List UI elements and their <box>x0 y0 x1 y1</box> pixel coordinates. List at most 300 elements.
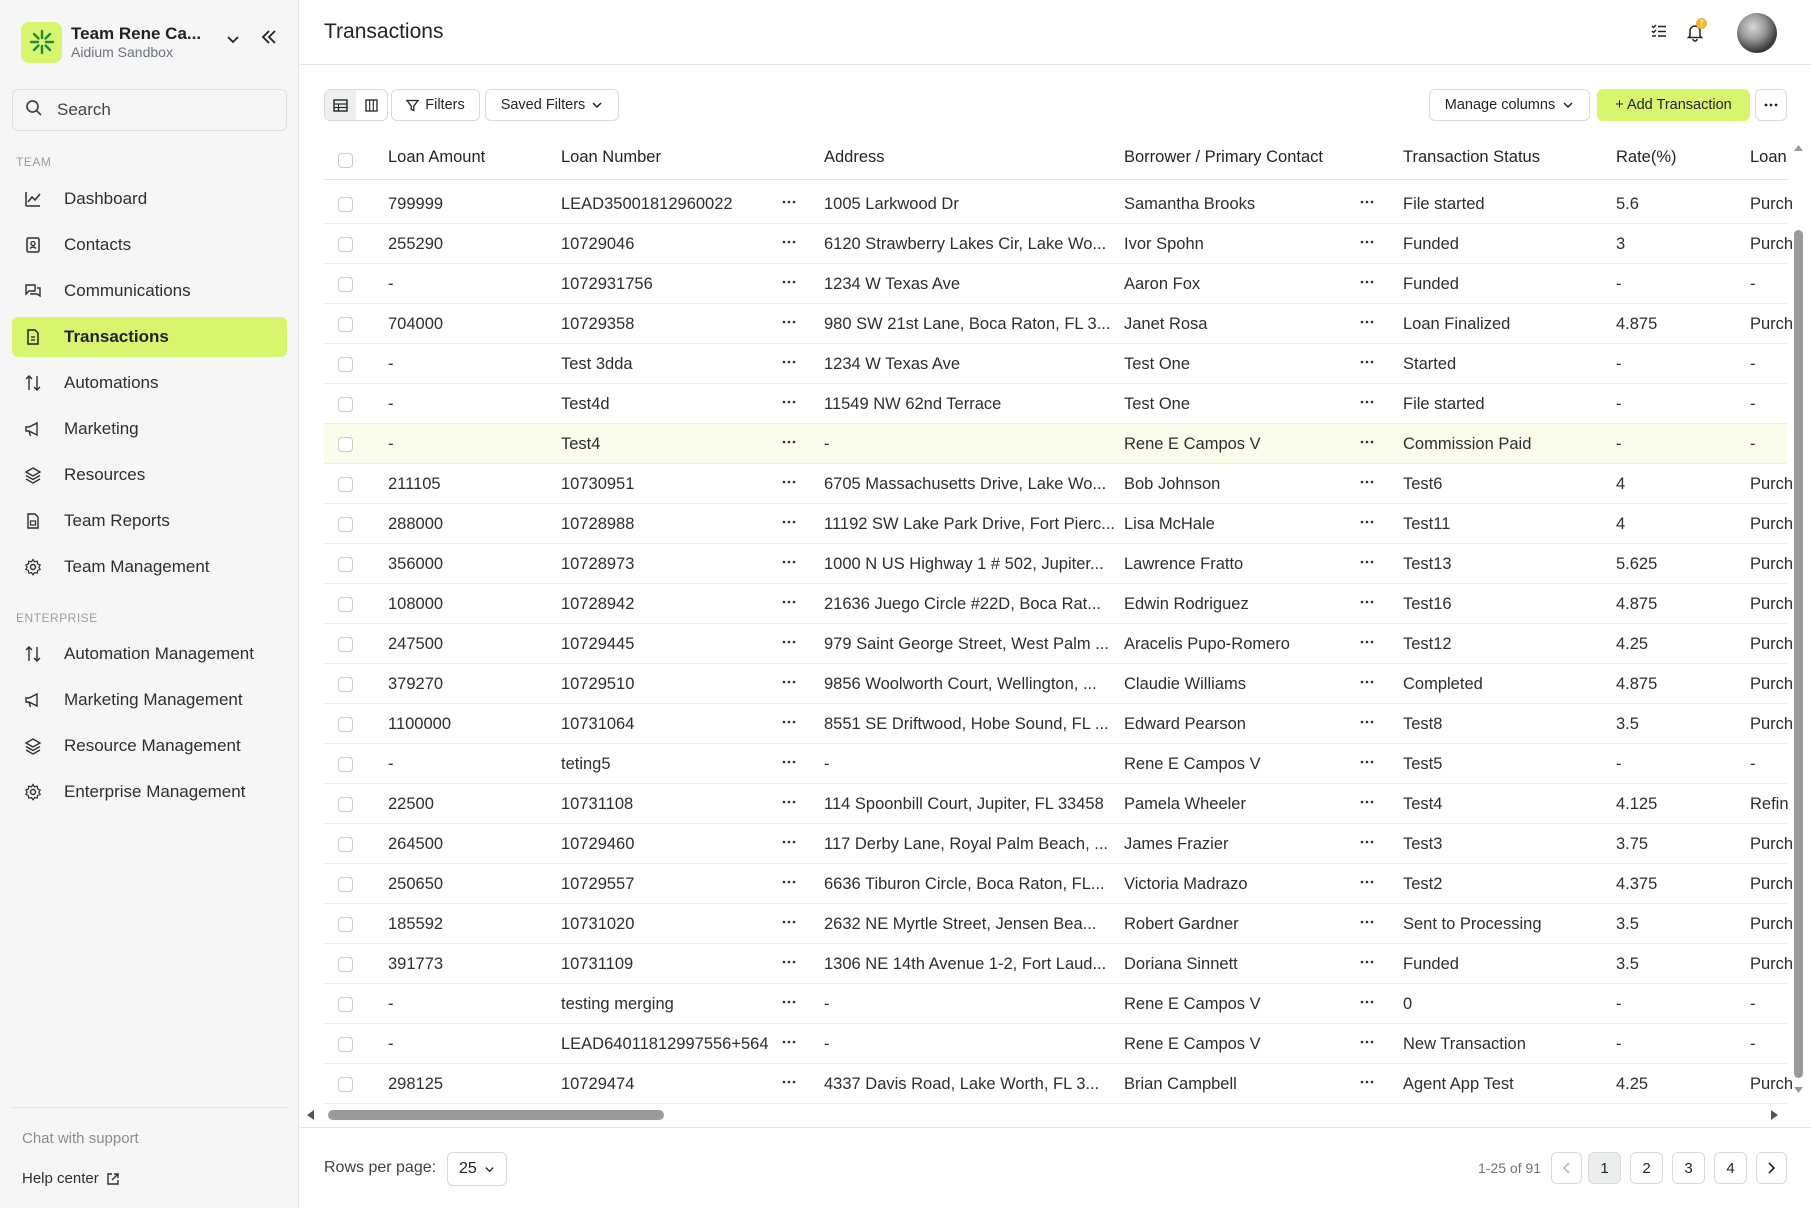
cell-rate: 4.875 <box>1616 315 1658 333</box>
cell-rate: 4 <box>1616 515 1626 533</box>
cell-transaction-status: Commission Paid <box>1403 435 1532 453</box>
contact-menu-icon[interactable] <box>1360 872 1374 897</box>
row-checkbox[interactable] <box>338 717 353 732</box>
contact-menu-icon[interactable] <box>1360 432 1374 457</box>
loan-number-menu-icon[interactable] <box>782 1032 796 1057</box>
cell-borrower: Rene E Campos V <box>1124 435 1261 453</box>
contact-menu-icon[interactable] <box>1360 1032 1374 1057</box>
contact-menu-icon[interactable] <box>1360 992 1374 1017</box>
row-checkbox[interactable] <box>338 357 353 372</box>
table-row[interactable] <box>324 464 1794 504</box>
cell-loan-amount: 298125 <box>388 1075 444 1093</box>
contact-menu-icon[interactable] <box>1360 552 1374 577</box>
column-header-rate[interactable]: Rate(%) <box>1616 148 1677 166</box>
cell-loan-type: - <box>1750 435 1756 453</box>
row-checkbox[interactable] <box>338 837 353 852</box>
row-checkbox[interactable] <box>338 637 353 652</box>
sidebar-item-marketing[interactable] <box>12 409 287 449</box>
cell-borrower: Samantha Brooks <box>1124 195 1256 213</box>
contact-menu-icon[interactable] <box>1360 192 1374 217</box>
table-row[interactable] <box>324 384 1787 424</box>
rows-per-page-select[interactable] <box>447 1152 507 1186</box>
cell-address: 11549 NW 62nd Terrace <box>824 395 1002 413</box>
contact-menu-icon[interactable] <box>1360 272 1374 297</box>
team-logo-icon <box>21 22 62 63</box>
cell-transaction-status: New Transaction <box>1403 1035 1526 1053</box>
cell-loan-number: 10729557 <box>561 875 635 893</box>
contact-menu-icon[interactable] <box>1360 712 1374 737</box>
cell-rate: - <box>1616 995 1622 1013</box>
sidebar-item-automations[interactable] <box>12 363 287 403</box>
megaphone-icon <box>24 420 42 438</box>
cell-transaction-status: Agent App Test <box>1403 1075 1514 1093</box>
scroll-up-icon[interactable] <box>1793 144 1804 152</box>
tasks-list-icon[interactable] <box>1650 22 1668 45</box>
saved-filters-button[interactable] <box>485 89 619 121</box>
cell-loan-type: Purch <box>1750 875 1794 893</box>
cell-loan-type: Purch <box>1750 195 1794 213</box>
cell-loan-type: - <box>1750 275 1756 293</box>
table-row[interactable] <box>324 584 1794 624</box>
cell-rate: - <box>1616 395 1622 413</box>
cell-transaction-status: Test12 <box>1403 635 1452 653</box>
cell-rate: - <box>1616 355 1622 373</box>
sidebar-item-dashboard[interactable] <box>12 179 287 219</box>
contact-menu-icon[interactable] <box>1360 592 1374 617</box>
row-checkbox[interactable] <box>338 557 353 572</box>
cell-borrower: Test One <box>1124 395 1191 413</box>
cell-borrower: Lawrence Fratto <box>1124 555 1244 573</box>
cell-address: 980 SW 21st Lane, Boca Raton, FL 3... <box>824 315 1111 333</box>
cell-loan-type: Purch <box>1750 315 1794 333</box>
help-center-link[interactable] <box>22 1170 120 1187</box>
table-header <box>324 140 1787 180</box>
pagination-range: 1-25 of 91 <box>1478 1160 1542 1176</box>
gear-icon <box>24 783 42 801</box>
sidebar-item-team-management[interactable] <box>12 547 287 587</box>
table-row[interactable] <box>324 224 1794 264</box>
cell-address: 9856 Woolworth Court, Wellington, ... <box>824 675 1097 693</box>
chevron-left-icon <box>1562 1162 1571 1174</box>
sidebar-item-enterprise-management[interactable] <box>12 772 287 812</box>
cell-address: 114 Spoonbill Court, Jupiter, FL 33458 <box>824 795 1104 813</box>
cell-loan-amount: 264500 <box>388 835 444 853</box>
loan-number-menu-icon[interactable] <box>782 712 796 737</box>
loan-number-menu-icon[interactable] <box>782 992 796 1017</box>
automation-icon <box>24 645 42 663</box>
team-name: Team Rene Ca... <box>71 24 202 44</box>
contact-menu-icon[interactable] <box>1360 912 1374 937</box>
contact-menu-icon[interactable] <box>1360 632 1374 657</box>
loan-number-menu-icon[interactable] <box>782 1072 796 1097</box>
cell-loan-number: Test4 <box>561 435 601 453</box>
cell-loan-number: teting5 <box>561 755 611 773</box>
cell-rate: 5.6 <box>1616 195 1639 213</box>
sidebar-item-label: Communications <box>64 281 191 300</box>
cell-address: - <box>824 995 830 1013</box>
table-row[interactable] <box>324 904 1794 944</box>
cell-rate: - <box>1616 275 1622 293</box>
chat-bubbles-icon <box>24 282 42 300</box>
table-row[interactable] <box>324 984 1787 1024</box>
cell-loan-amount: - <box>388 275 394 293</box>
cell-loan-type: Purch <box>1750 1075 1794 1093</box>
cell-loan-number: Test4d <box>561 395 610 413</box>
sidebar-item-label: Marketing Management <box>64 690 243 709</box>
cell-loan-number: 10729510 <box>561 675 635 693</box>
search-input[interactable] <box>57 100 257 120</box>
cell-loan-number: Test 3dda <box>561 355 633 373</box>
row-checkbox[interactable] <box>338 277 353 292</box>
cell-loan-number: 10729046 <box>561 235 635 253</box>
add-transaction-button[interactable]: + Add Transaction <box>1597 89 1750 121</box>
cell-rate: 4 <box>1616 475 1626 493</box>
sidebar-item-contacts[interactable] <box>12 225 287 265</box>
cell-loan-amount: 1100000 <box>388 715 452 733</box>
table-row[interactable] <box>324 1064 1794 1104</box>
cell-address: 6705 Massachusetts Drive, Lake Wo... <box>824 475 1107 493</box>
sidebar-item-transactions[interactable] <box>12 317 287 357</box>
cell-transaction-status: File started <box>1403 195 1485 213</box>
column-header-address[interactable]: Address <box>824 148 885 166</box>
sidebar-item-label: Automation Management <box>64 644 254 663</box>
layers-icon <box>24 466 42 484</box>
scroll-down-icon[interactable] <box>1793 1086 1804 1094</box>
page-button-4[interactable]: 4 <box>1714 1152 1747 1184</box>
rows-per-page-label: Rows per page: <box>324 1159 437 1176</box>
avatar[interactable] <box>1737 13 1777 53</box>
cell-borrower: Aaron Fox <box>1124 275 1201 293</box>
sidebar-item-label: Marketing <box>64 419 139 438</box>
row-checkbox[interactable] <box>338 317 353 332</box>
page-button-2[interactable]: 2 <box>1630 1152 1663 1184</box>
external-link-icon <box>106 1172 120 1186</box>
megaphone-icon <box>24 691 42 709</box>
contact-menu-icon[interactable] <box>1360 512 1374 537</box>
page-button-1[interactable]: 1 <box>1588 1152 1621 1184</box>
cell-loan-amount: - <box>388 995 394 1013</box>
cell-transaction-status: File started <box>1403 395 1485 413</box>
cell-borrower: Edwin Rodriguez <box>1124 595 1249 613</box>
cell-transaction-status: Completed <box>1403 675 1483 693</box>
cell-loan-amount: 379270 <box>388 675 444 693</box>
cell-borrower: Brian Campbell <box>1124 1075 1237 1093</box>
row-checkbox[interactable] <box>338 677 353 692</box>
loan-number-menu-icon[interactable] <box>782 632 796 657</box>
table-row[interactable] <box>324 264 1787 304</box>
transactions-table <box>324 140 1794 1106</box>
table-view-icon[interactable] <box>325 90 356 120</box>
search-icon <box>25 99 43 122</box>
row-checkbox[interactable] <box>338 917 353 932</box>
chevron-down-icon <box>1562 99 1574 111</box>
cell-rate: 3.5 <box>1616 955 1639 973</box>
cell-transaction-status: Funded <box>1403 235 1459 253</box>
row-checkbox[interactable] <box>338 1077 353 1092</box>
cell-loan-type: Purch <box>1750 955 1794 973</box>
cell-loan-type: Purch <box>1750 515 1794 533</box>
cell-transaction-status: Funded <box>1403 955 1459 973</box>
loan-number-menu-icon[interactable] <box>782 392 796 417</box>
cell-transaction-status: Started <box>1403 355 1457 373</box>
cell-loan-number: LEAD64011812997556+564 <box>561 1035 769 1053</box>
cell-rate: 4.25 <box>1616 1075 1649 1093</box>
page-button-3[interactable]: 3 <box>1672 1152 1705 1184</box>
row-checkbox[interactable] <box>338 237 353 252</box>
cell-transaction-status: Test11 <box>1403 515 1451 533</box>
cell-transaction-status: Test8 <box>1403 715 1443 733</box>
contact-menu-icon[interactable] <box>1360 832 1374 857</box>
table-row[interactable] <box>324 664 1794 704</box>
cell-address: - <box>824 755 830 773</box>
cell-rate: 4.375 <box>1616 875 1658 893</box>
chart-line-icon <box>24 190 42 208</box>
cell-rate: 5.625 <box>1616 555 1658 573</box>
loan-number-menu-icon[interactable] <box>782 752 796 777</box>
sidebar-item-resources[interactable] <box>12 455 287 495</box>
cell-borrower: James Frazier <box>1124 835 1229 853</box>
column-header-transaction-status[interactable]: Transaction Status <box>1403 148 1540 166</box>
manage-columns-button[interactable] <box>1429 89 1590 121</box>
cell-loan-amount: 704000 <box>388 315 444 333</box>
board-view-icon[interactable] <box>356 90 387 120</box>
document-icon <box>24 328 42 346</box>
table-row[interactable] <box>324 624 1794 664</box>
row-checkbox[interactable] <box>338 517 353 532</box>
cell-rate: 3.75 <box>1616 835 1649 853</box>
manage-columns-label: Manage columns <box>1444 97 1556 113</box>
cell-address: 6120 Strawberry Lakes Cir, Lake Wo... <box>824 235 1107 253</box>
table-row[interactable] <box>324 704 1794 744</box>
cell-loan-amount: 799999 <box>388 195 444 213</box>
filters-button[interactable] <box>391 89 480 121</box>
sidebar-divider <box>12 1107 287 1108</box>
cell-loan-number: 10729460 <box>561 835 635 853</box>
loan-number-menu-icon[interactable] <box>782 792 796 817</box>
contact-menu-icon[interactable] <box>1360 792 1374 817</box>
row-checkbox[interactable] <box>338 1037 353 1052</box>
cell-loan-amount: - <box>388 755 394 773</box>
vertical-scrollbar[interactable] <box>1791 140 1806 1098</box>
loan-number-menu-icon[interactable] <box>782 272 796 297</box>
horizontal-scrollbar[interactable] <box>304 1107 1784 1123</box>
sidebar-item-communications[interactable] <box>12 271 287 311</box>
contacts-icon <box>24 236 42 254</box>
cell-borrower: Aracelis Pupo-Romero <box>1124 635 1290 653</box>
cell-borrower: Janet Rosa <box>1124 315 1208 333</box>
main-header <box>300 0 1811 65</box>
table-row[interactable] <box>324 184 1794 224</box>
cell-borrower: Bob Johnson <box>1124 475 1221 493</box>
loan-number-menu-icon[interactable] <box>782 832 796 857</box>
sidebar-item-label: Team Reports <box>64 511 170 530</box>
sidebar-item-label: Dashboard <box>64 189 148 208</box>
cell-loan-amount: 356000 <box>388 555 444 573</box>
sidebar-item-label: Contacts <box>64 235 132 254</box>
contact-menu-icon[interactable] <box>1360 392 1374 417</box>
cell-address: 117 Derby Lane, Royal Palm Beach, ... <box>824 835 1109 853</box>
cell-borrower: Rene E Campos V <box>1124 995 1261 1013</box>
cell-rate: 4.875 <box>1616 595 1658 613</box>
contact-menu-icon[interactable] <box>1360 752 1374 777</box>
table-row[interactable] <box>324 1024 1787 1064</box>
cell-transaction-status: Loan Finalized <box>1403 315 1511 333</box>
contact-menu-icon[interactable] <box>1360 312 1374 337</box>
cell-loan-number: 10729445 <box>561 635 635 653</box>
row-checkbox[interactable] <box>338 877 353 892</box>
sidebar-item-team-reports[interactable] <box>12 501 287 541</box>
table-row[interactable] <box>324 944 1794 984</box>
saved-filters-label: Saved Filters <box>500 97 586 113</box>
select-all-checkbox[interactable] <box>338 153 353 168</box>
sidebar-search[interactable] <box>12 89 287 131</box>
row-checkbox[interactable] <box>338 597 353 612</box>
table-row[interactable] <box>324 784 1787 824</box>
loan-number-menu-icon[interactable] <box>782 312 796 337</box>
gear-icon <box>24 558 42 576</box>
cell-loan-number: LEAD35001812960022 <box>561 195 733 213</box>
cell-address: 1234 W Texas Ave <box>824 355 961 373</box>
loan-number-menu-icon[interactable] <box>782 232 796 257</box>
sidebar-item-automation-management[interactable] <box>12 634 287 674</box>
loan-number-menu-icon[interactable] <box>782 512 796 537</box>
sidebar-item-label: Resource Management <box>64 736 241 755</box>
cell-rate: 3 <box>1616 235 1626 253</box>
cell-loan-amount: 108000 <box>388 595 444 613</box>
loan-number-menu-icon[interactable] <box>782 352 796 377</box>
contact-menu-icon[interactable] <box>1360 952 1374 977</box>
cell-loan-amount: 185592 <box>388 915 444 933</box>
cell-borrower: Lisa McHale <box>1124 515 1215 533</box>
column-header-loan-number[interactable]: Loan Number <box>561 148 661 166</box>
sidebar-item-label: Automations <box>64 373 159 392</box>
row-checkbox[interactable] <box>338 957 353 972</box>
column-header-loan-amount[interactable]: Loan Amount <box>388 148 486 166</box>
row-checkbox[interactable] <box>338 197 353 212</box>
cell-borrower: Rene E Campos V <box>1124 1035 1261 1053</box>
cell-loan-amount: 391773 <box>388 955 444 973</box>
next-page-button[interactable] <box>1756 1152 1787 1184</box>
table-row[interactable] <box>324 344 1787 384</box>
table-row[interactable] <box>324 864 1794 904</box>
cell-loan-number: 10731109 <box>561 955 634 973</box>
sidebar-item-label: Enterprise Management <box>64 782 246 801</box>
cell-loan-amount: - <box>388 1035 394 1053</box>
loan-number-menu-icon[interactable] <box>782 472 796 497</box>
cell-transaction-status: Test2 <box>1403 875 1443 893</box>
cell-address: 8551 SE Driftwood, Hobe Sound, FL ... <box>824 715 1109 733</box>
team-subtitle: Aidium Sandbox <box>71 43 173 60</box>
row-checkbox[interactable] <box>338 797 353 812</box>
prev-page-button[interactable] <box>1551 1152 1582 1184</box>
loan-number-menu-icon[interactable] <box>782 432 796 457</box>
table-row[interactable] <box>324 544 1794 584</box>
table-row[interactable] <box>324 824 1794 864</box>
loan-number-menu-icon[interactable] <box>782 552 796 577</box>
cell-loan-amount: 247500 <box>388 635 444 653</box>
cell-loan-type: - <box>1750 395 1756 413</box>
cell-address: 21636 Juego Circle #22D, Boca Rat... <box>824 595 1101 613</box>
row-checkbox[interactable] <box>338 757 353 772</box>
cell-borrower: Robert Gardner <box>1124 915 1239 933</box>
contact-menu-icon[interactable] <box>1360 672 1374 697</box>
notification-badge: 7 <box>1696 18 1707 29</box>
row-checkbox[interactable] <box>338 397 353 412</box>
loan-number-menu-icon[interactable] <box>782 872 796 897</box>
sidebar <box>0 0 299 1208</box>
cell-rate: 4.875 <box>1616 675 1658 693</box>
cell-address: 1000 N US Highway 1 # 502, Jupiter... <box>824 555 1104 573</box>
cell-loan-type: Refin <box>1750 795 1789 813</box>
chevron-down-icon[interactable] <box>225 31 241 52</box>
cell-loan-type: Purch <box>1750 715 1794 733</box>
cell-loan-amount: 255290 <box>388 235 444 253</box>
loan-number-menu-icon[interactable] <box>782 672 796 697</box>
cell-loan-type: Purch <box>1750 635 1794 653</box>
loan-number-menu-icon[interactable] <box>782 592 796 617</box>
column-header-borrower[interactable]: Borrower / Primary Contact <box>1124 148 1323 166</box>
chevron-right-icon <box>1767 1162 1776 1174</box>
cell-transaction-status: Test13 <box>1403 555 1452 573</box>
sidebar-item-label: Transactions <box>64 327 169 346</box>
cell-loan-type: - <box>1750 755 1756 773</box>
filters-label: Filters <box>425 97 465 113</box>
contact-menu-icon[interactable] <box>1360 472 1374 497</box>
cell-borrower: Pamela Wheeler <box>1124 795 1246 813</box>
scroll-right-icon[interactable] <box>1770 1109 1779 1121</box>
cell-transaction-status: Funded <box>1403 275 1459 293</box>
collapse-sidebar-icon[interactable] <box>260 28 278 51</box>
loan-number-menu-icon[interactable] <box>782 192 796 217</box>
vertical-scroll-thumb[interactable] <box>1794 230 1803 1078</box>
cell-loan-type: Purch <box>1750 475 1794 493</box>
loan-number-menu-icon[interactable] <box>782 912 796 937</box>
table-row[interactable] <box>324 424 1787 464</box>
help-center-label: Help center <box>22 1170 99 1187</box>
team-switcher[interactable] <box>21 19 271 65</box>
cell-loan-amount: 250650 <box>388 875 444 893</box>
loan-number-menu-icon[interactable] <box>782 952 796 977</box>
chat-with-support-link[interactable]: Chat with support <box>22 1130 139 1147</box>
contact-menu-icon[interactable] <box>1360 232 1374 257</box>
row-checkbox[interactable] <box>338 477 353 492</box>
cell-address: 6636 Tiburon Circle, Boca Raton, FL... <box>824 875 1105 893</box>
automation-icon <box>24 374 42 392</box>
column-header-loan-type[interactable]: Loan <box>1750 148 1787 166</box>
layers-icon <box>24 737 42 755</box>
cell-loan-number: 10730951 <box>561 475 635 493</box>
cell-rate: 4.125 <box>1616 795 1658 813</box>
row-checkbox[interactable] <box>338 437 353 452</box>
horizontal-scroll-thumb[interactable] <box>328 1110 664 1120</box>
sidebar-item-resource-management[interactable] <box>12 726 287 766</box>
row-checkbox[interactable] <box>338 997 353 1012</box>
cell-transaction-status: 0 <box>1403 995 1413 1013</box>
more-options-icon[interactable] <box>1755 89 1787 121</box>
cell-loan-amount: - <box>388 395 394 413</box>
cell-loan-number: 10729358 <box>561 315 635 333</box>
sidebar-item-marketing-management[interactable] <box>12 680 287 720</box>
table-row[interactable] <box>324 504 1794 544</box>
scroll-left-icon[interactable] <box>306 1109 315 1121</box>
contact-menu-icon[interactable] <box>1360 352 1374 377</box>
cell-loan-amount: 211105 <box>388 475 441 493</box>
cell-loan-type: Purch <box>1750 675 1794 693</box>
contact-menu-icon[interactable] <box>1360 1072 1374 1097</box>
table-row[interactable] <box>324 744 1787 784</box>
cell-address: - <box>824 435 830 453</box>
table-row[interactable] <box>324 304 1794 344</box>
